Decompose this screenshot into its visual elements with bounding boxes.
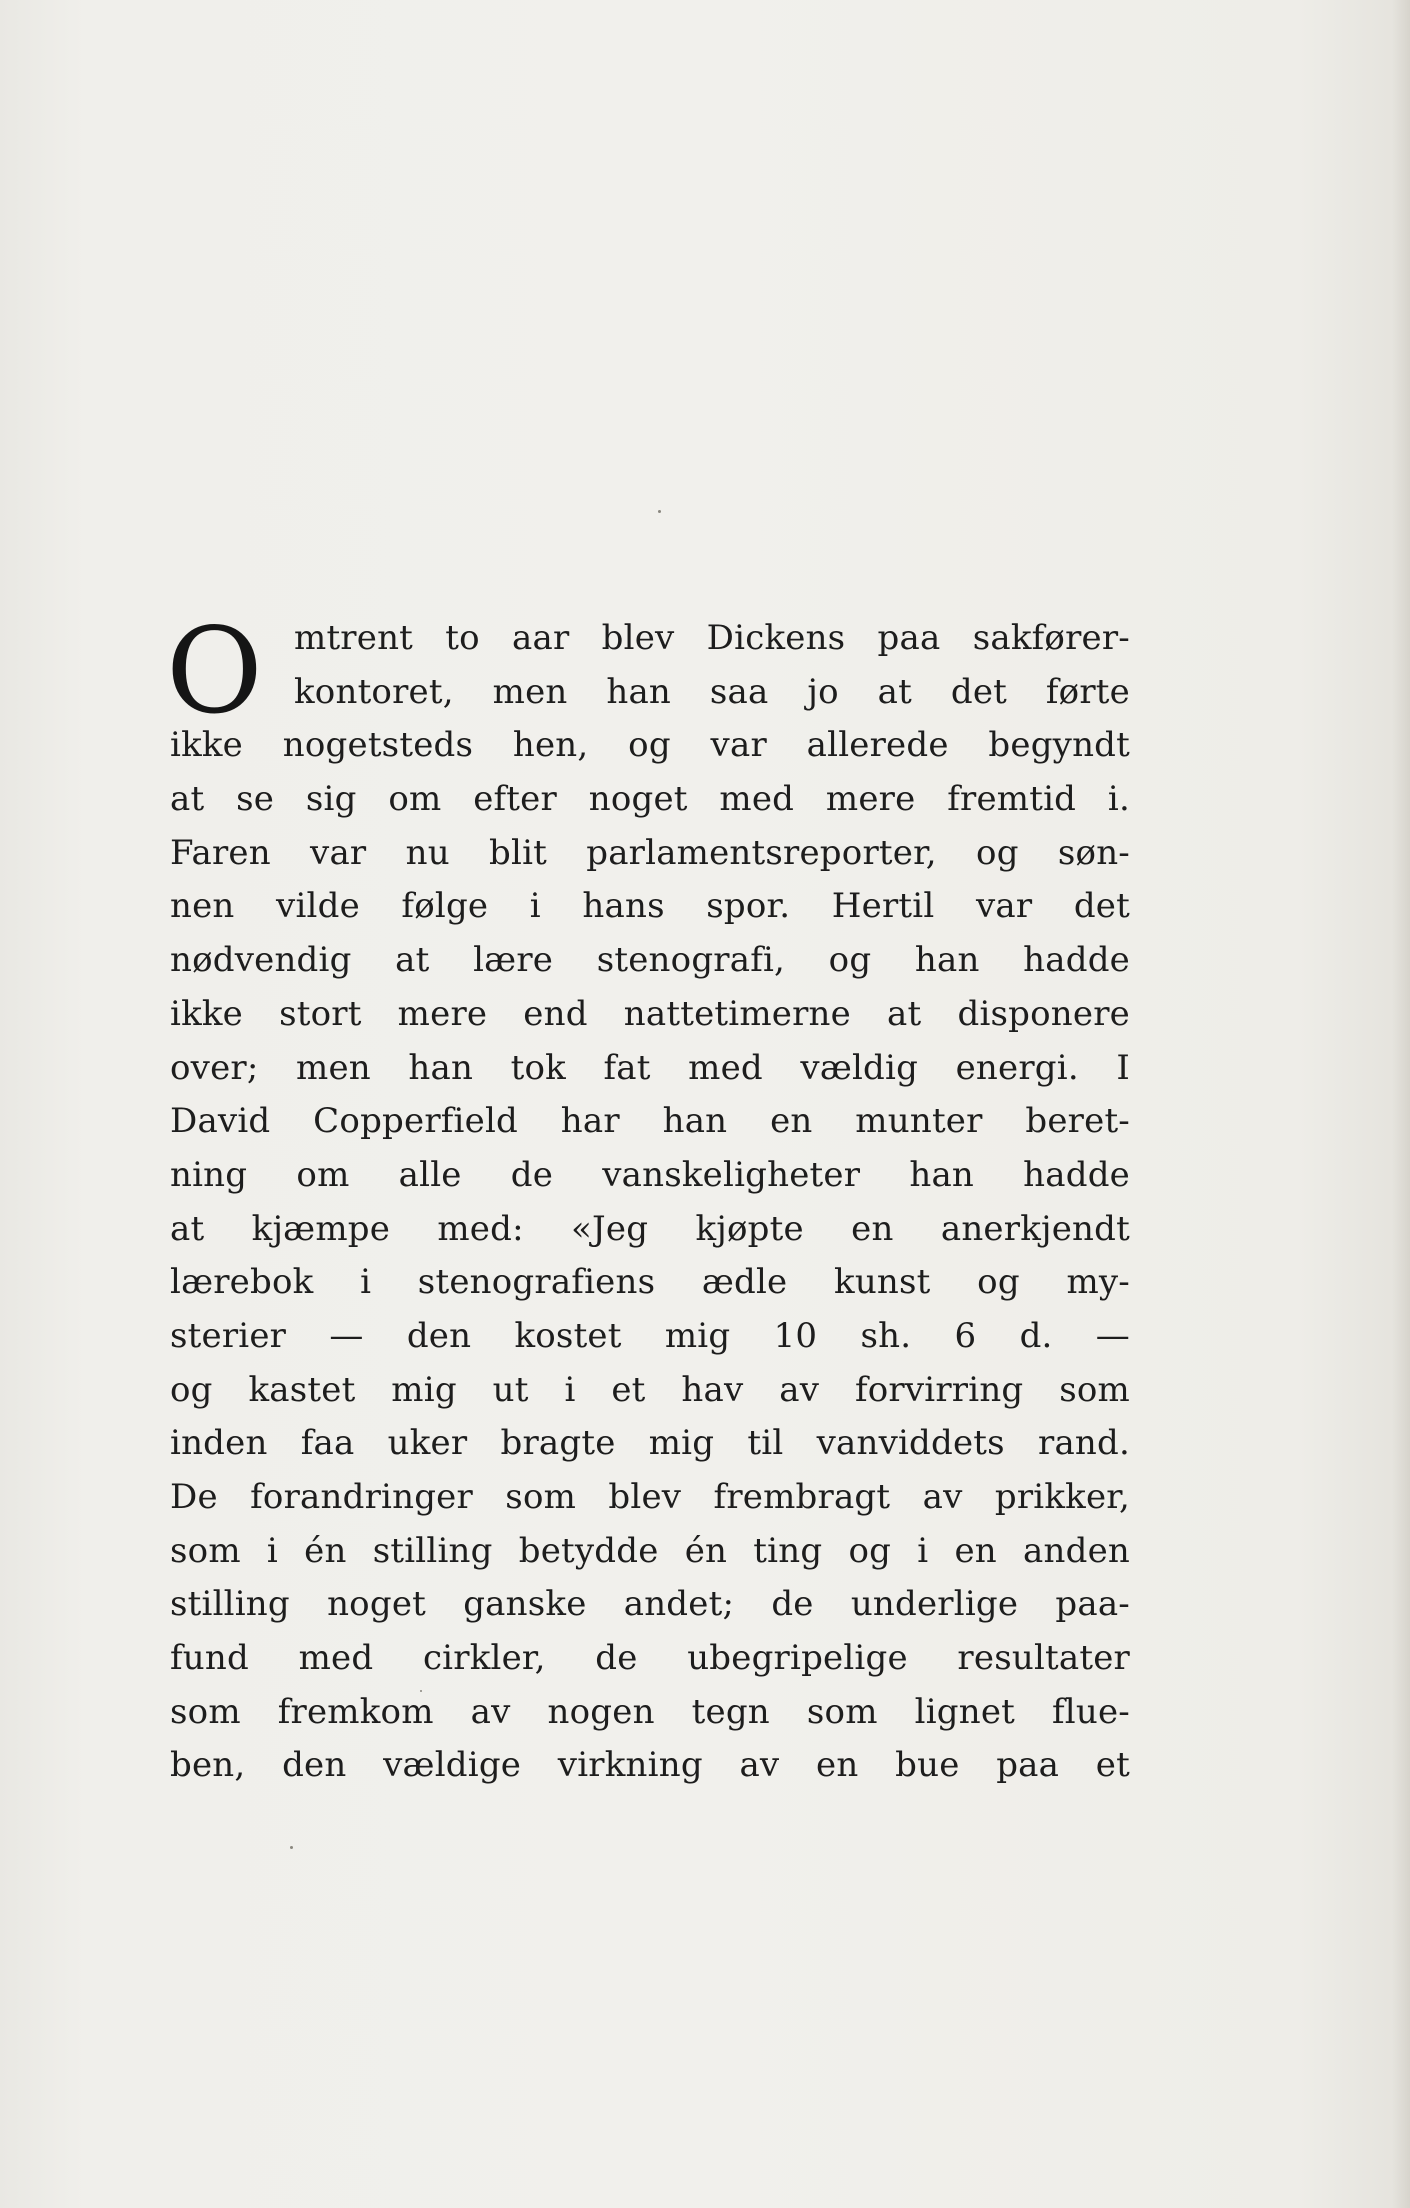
text-line: Faren var nu blit parlamentsreporter, og søn- bbox=[170, 832, 1130, 873]
text-line: over; men han tok fat med vældig energi. I bbox=[170, 1047, 1130, 1088]
paper-speck bbox=[290, 1846, 293, 1849]
text-line: ning om alle de vanskeligheter han hadde bbox=[170, 1154, 1130, 1195]
text-line: nen vilde følge i hans spor. Hertil var det bbox=[170, 886, 1130, 927]
text-line: David Copperfield har han en munter beret- bbox=[170, 1101, 1130, 1142]
text-line: ikke nogetsteds hen, og var allerede begyndt bbox=[170, 725, 1130, 766]
text-line: at kjæmpe med: «Jeg kjøpte en anerkjendt bbox=[170, 1208, 1130, 1249]
text-line: nødvendig at lære stenografi, og han hadde bbox=[170, 940, 1130, 981]
text-line: lærebok i stenografiens ædle kunst og my- bbox=[170, 1262, 1130, 1303]
text-line: og kastet mig ut i et hav av forvirring som bbox=[170, 1369, 1130, 1410]
text-line: fund med cirkler, de ubegripelige resultater bbox=[170, 1638, 1130, 1679]
text-line: ikke stort mere end nattetimerne at disponere bbox=[170, 993, 1130, 1034]
drop-cap: O bbox=[166, 602, 263, 740]
text-line: mtrent to aar blev Dickens paa sakfører- bbox=[294, 618, 1130, 658]
paper-speck bbox=[658, 510, 661, 513]
text-line: inden faa uker bragte mig til vanviddets rand. bbox=[170, 1423, 1130, 1464]
text-line: som i én stilling betydde én ting og i en anden bbox=[170, 1530, 1130, 1571]
text-line: ben, den vældige virkning av en bue paa et bbox=[170, 1745, 1130, 1786]
text-line: som fremkom av nogen tegn som lignet flue- bbox=[170, 1691, 1130, 1732]
body-text bbox=[170, 612, 1130, 1793]
text-line: stilling noget ganske andet; de underlige paa- bbox=[170, 1584, 1130, 1625]
page-edge-shadow bbox=[1392, 0, 1410, 2208]
text-line: at se sig om efter noget med mere fremtid i. bbox=[170, 779, 1130, 820]
text-line: sterier — den kostet mig 10 sh. 6 d. — bbox=[170, 1315, 1130, 1356]
text-line: De forandringer som blev frembragt av prikker, bbox=[170, 1477, 1130, 1517]
text-line: kontoret, men han saa jo at det førte bbox=[294, 671, 1130, 712]
